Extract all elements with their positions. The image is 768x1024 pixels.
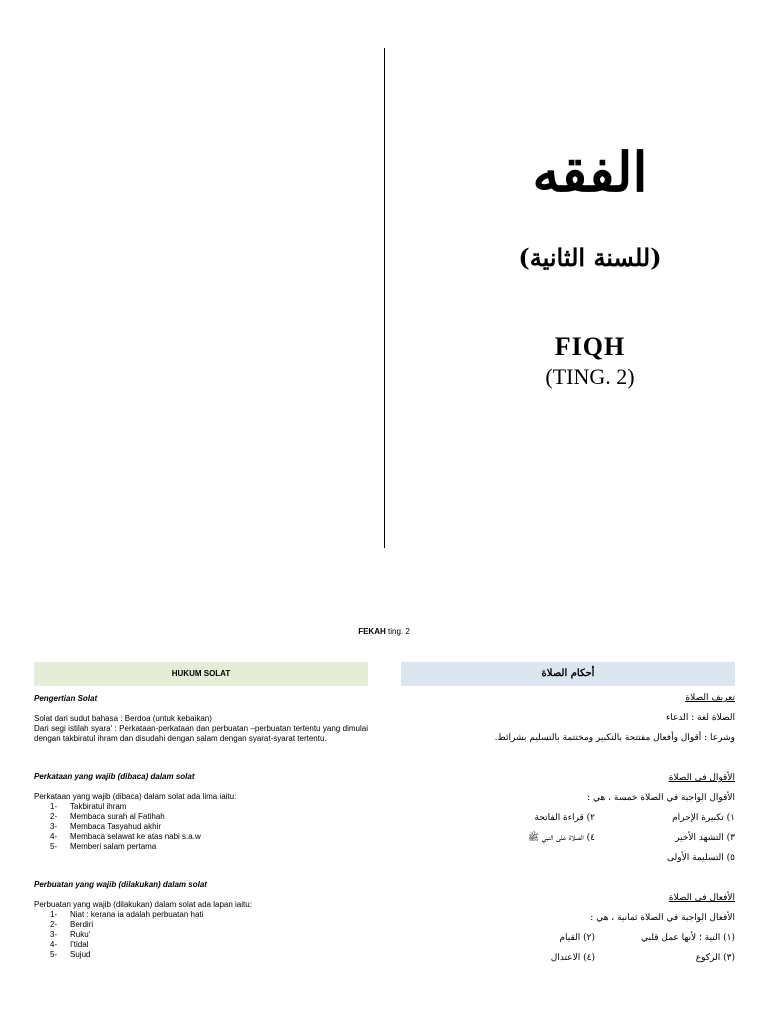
list-item: 1- Niat : kerana ia adalah perbuatan hati — [50, 910, 204, 919]
left-section-band: HUKUM SOLAT — [34, 662, 368, 686]
list-item: 4- I'tidal — [50, 940, 89, 949]
arabic-sayings-row: ٥) التسليمة الأولى — [666, 853, 735, 863]
list-item: 3- Membaca Tasyahud akhir — [50, 822, 162, 831]
sayings-intro: Perkataan yang wajib (dibaca) dalam solat ada lima iaitu: — [34, 792, 237, 801]
right-section-band: أحكام الصلاة — [401, 662, 735, 686]
page-header-bold: FEKAH — [358, 627, 386, 636]
arabic-heading-sayings: الأقوال في الصلاة — [668, 773, 735, 783]
arabic-subtitle: (للسنة الثانية) — [518, 243, 662, 272]
definition-language: Solat dari sudut bahasa : Berdoa (untuk kebaikan) — [34, 714, 212, 723]
list-item: 2- Berdiri — [50, 920, 94, 929]
arabic-actions-intro: الأفعال الواجبة في الصلاة ثمانية ، هي : — [590, 913, 735, 923]
list-item: 1- Takbiratul ihram — [50, 802, 127, 811]
arabic-sayings-row: ٣) التشهد الأخير ٤) الصلاة على النبي ﷺ — [528, 833, 735, 843]
section-heading-definition: Pengertian Solat — [34, 694, 98, 703]
definition-syara: Dari segi istilah syara' : Perkataan-perkataan dan perbuatan –perbuatan tertentu yang dimulai dengan takbiratul ihram dan disudahi dengan salam dengan syarat-syarat tertentu. — [34, 724, 368, 743]
actions-list — [34, 910, 368, 960]
page-header-rest: ting. 2 — [385, 627, 410, 636]
section-heading-actions: Perbuatan yang wajib (dilakukan) dalam solat — [34, 880, 207, 889]
page-divider — [384, 48, 385, 548]
section-heading-sayings: Perkataan yang wajib (dibaca) dalam solat — [34, 772, 195, 781]
list-item: 5- Sujud — [50, 950, 91, 959]
arabic-heading-actions: الأفعال في الصلاة — [668, 893, 735, 903]
malay-column — [34, 662, 368, 960]
arabic-sayings-row: ١) تكبيرة الإحرام ٢) قراءة الفاتحة — [534, 813, 735, 823]
list-item: 5- Memberi salam pertama — [50, 842, 157, 851]
arabic-sayings-intro: الأقوال الواجبة في الصلاة خمسة ، هي : — [587, 793, 735, 803]
sayings-list — [34, 802, 368, 852]
arabic-actions-row: (١) النية ؛ لأنها عمل قلبي (٢) القيام — [559, 933, 735, 943]
arabic-actions-row: (٣) الركوع (٤) الاعتدال — [550, 953, 735, 963]
list-item: 2- Membaca surah al Fatihah — [50, 812, 165, 821]
actions-intro: Perbuatan yang wajib (dilakukan) dalam solat ada lapan iaitu: — [34, 900, 252, 909]
list-item: 4- Membaca selawat ke atas nabi s.a.w — [50, 832, 201, 841]
arabic-title: الفقه — [532, 140, 648, 204]
english-subtitle: (TING. 2) — [545, 364, 635, 389]
page-header — [0, 627, 768, 636]
arabic-def-language: الصلاة لغة : الدعاء — [666, 713, 735, 723]
list-item: 3- Ruku' — [50, 930, 91, 939]
arabic-column — [401, 662, 735, 972]
arabic-heading-definition: تعريف الصلاة — [685, 693, 735, 703]
english-title: FIQH — [554, 332, 626, 361]
arabic-def-syara: وشرعا : أقوال وأفعال مفتتحة بالتكبير ومختتمة بالتسليم بشرائط. — [494, 733, 735, 743]
